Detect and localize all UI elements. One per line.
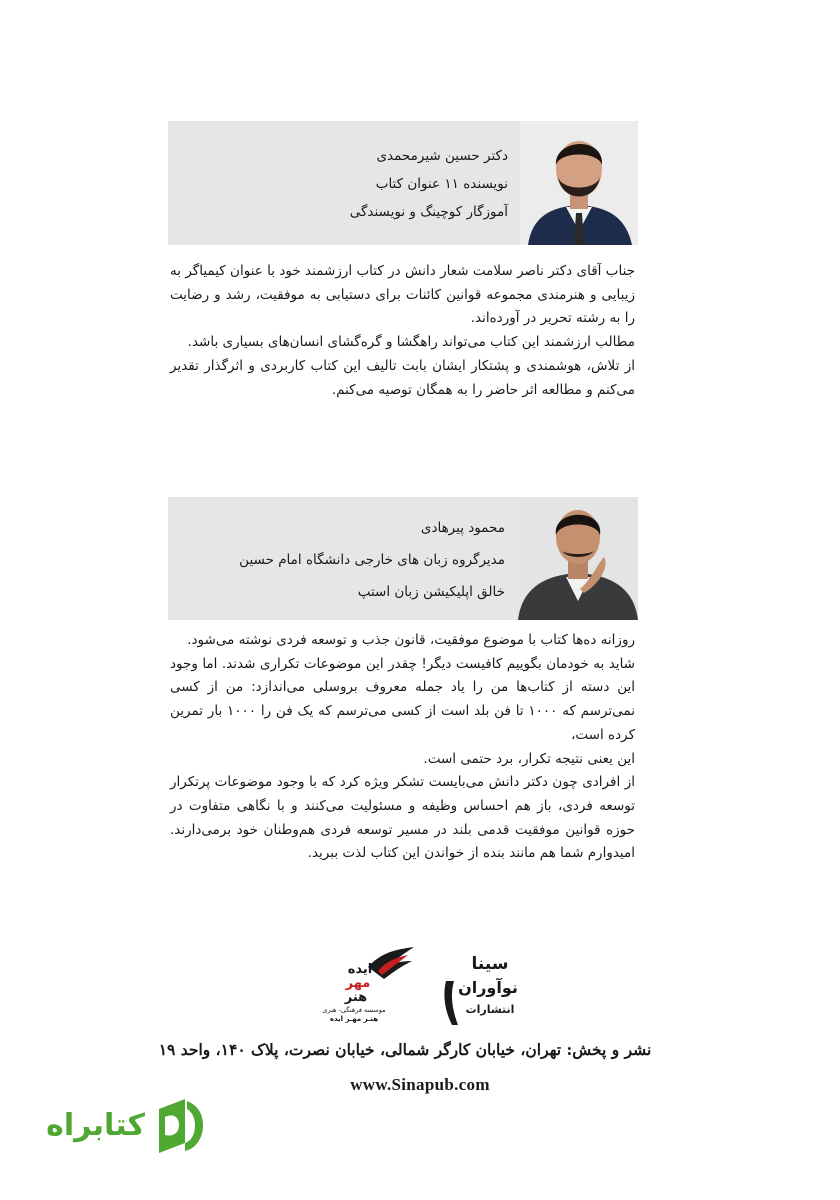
endorsement-text-2 <box>170 629 635 866</box>
institute-logo-caption2: هنـر مهـر ایده <box>329 1015 379 1023</box>
author2-role-app: خالق اپلیکیشن زبان استپ <box>357 583 505 600</box>
publisher-logos <box>0 945 840 1030</box>
endorsement1-paragraph: از تلاش، هوشمندی و پشتکار ایشان بابت تالیف این کتاب کاربردی و اثرگذار تقدیر می‌کنم و مطالعه اثر حاضر را به همگان توصیه می‌کنم. <box>170 357 635 398</box>
endorsement1-paragraph: مطالب ارزشمند این کتاب می‌تواند راهگشا و گره‌گشای انسان‌های بسیاری باشد. <box>187 334 635 351</box>
institute-logo-caption1: موسسه فرهنگی- هنری <box>322 1006 386 1014</box>
publisher-website[interactable]: www.Sinapub.com <box>350 1075 490 1094</box>
ketabrah-watermark-text: کتابراه <box>46 1107 145 1143</box>
endorsement-text-1 <box>170 260 635 402</box>
publisher-logo-line3: انتشارات <box>465 1003 515 1016</box>
author1-role-coaching: آموزگار کوچینگ و نویسندگی <box>349 204 508 220</box>
institute-logo-line3: هنر <box>344 990 368 1005</box>
author2-role-department: مدیرگروه زبان های خارجی دانشگاه امام حسین <box>239 551 505 568</box>
author1-name: دکتر حسین شیرمحمدی <box>376 148 508 164</box>
publisher-logo-line2: نوآوران <box>458 978 518 997</box>
author2-name: محمود پیرهادی <box>420 519 505 536</box>
endorsement1-paragraph: جناب آقای دکتر ناصر سلامت شعار دانش در کتاب ارزشمند خود با عنوان کیمیاگر به زیبایی و هنرمندی مجموعه قوانین کائنات برای دستیابی به موفقیت، رشد و رضایت را به رشته تحریر در آورده‌اند. <box>170 263 635 327</box>
author-box-pirhadi <box>168 497 638 620</box>
endorsement2-paragraph: این یعنی نتیجه تکرار، برد حتمی است. <box>423 750 635 767</box>
ketabrah-watermark <box>42 1092 207 1158</box>
author-photo-pirhadi <box>518 497 638 620</box>
publisher-logo-line1: سینا <box>471 954 509 974</box>
endorsement2-paragraph: از افرادی چون دکتر دانش می‌بایست تشکر ویژه کرد که با وجود موضوعات پرتکرار توسعه فردی، باز هم احساس وظیفه و مسئولیت می‌کنند و با نگاهی متفاوت در حوزه قوانین موفقیت قدمی بلند در مسیر توسعه فردی هم‌وطنان خود برمی‌دارند. امیدوارم شما هم مانند بنده از خواندن این کتاب لذت ببرید. <box>170 774 635 862</box>
institute-logo-line1: ایده <box>347 962 373 977</box>
ketabrah-book-icon <box>151 1095 207 1155</box>
author-box-shirmohammadi <box>168 121 638 245</box>
endorsement2-paragraph: روزانه ده‌ها کتاب با موضوع موفقیت، قانون جذب و توسعه فردی نوشته می‌شود. <box>187 632 635 648</box>
author1-role-books: نویسنده ۱۱ عنوان کتاب <box>375 176 508 192</box>
author-photo-shirmohammadi <box>520 121 638 245</box>
endorsement2-paragraph: شاید به خودمان بگوییم کافیست دیگر! چقدر این موضوعات تکراری شدند. اما وجود این دسته از کتاب‌ها من را یاد جمله معروف بروسلی می‌اندازد: من از کسی نمی‌ترسم که ۱۰۰۰ تا فن بلد است از کسی می‌ترسم که یک فن را ۱۰۰۰ بار تمرین کرده است، <box>170 655 635 743</box>
publisher-address: نشر و پخش: تهران، خیابان کارگر شمالی، خیابان نصرت، پلاک ۱۴۰، واحد ۱۹ <box>158 1040 652 1059</box>
institute-logo-line2: مهر <box>345 976 371 991</box>
publisher-logo-sina-novaran <box>440 947 520 1027</box>
institute-logo <box>320 945 415 1025</box>
